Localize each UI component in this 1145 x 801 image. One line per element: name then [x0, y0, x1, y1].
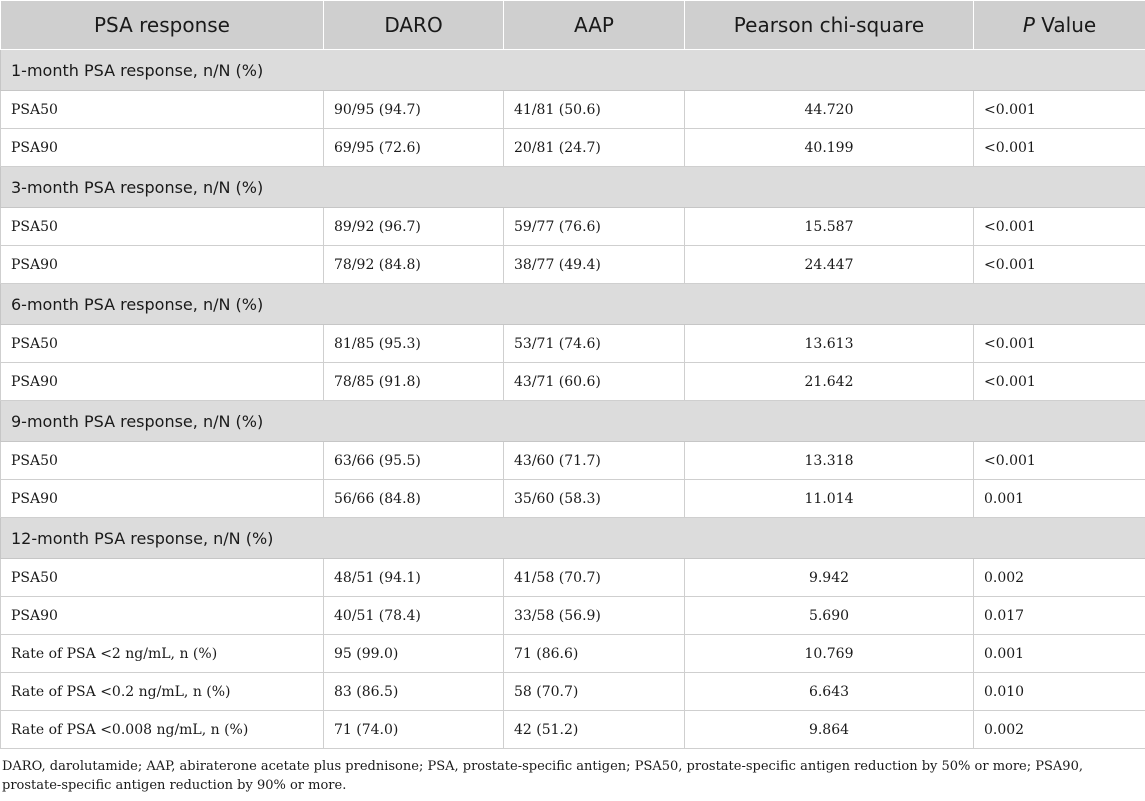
cell-daro: 56/66 (84.8) [324, 480, 504, 518]
header-psa-response: PSA response [1, 1, 324, 50]
cell-daro: 81/85 (95.3) [324, 325, 504, 363]
cell-daro: 83 (86.5) [324, 673, 504, 711]
row-label: PSA90 [1, 363, 324, 401]
table-body [1, 50, 1145, 749]
cell-pearson-chi-square: 21.642 [685, 363, 974, 401]
cell-aap: 41/58 (70.7) [504, 559, 685, 597]
table-row [1, 635, 1145, 673]
cell-aap: 43/71 (60.6) [504, 363, 685, 401]
cell-aap: 41/81 (50.6) [504, 91, 685, 129]
cell-p-value: 0.001 [974, 480, 1145, 518]
cell-daro: 63/66 (95.5) [324, 442, 504, 480]
header-p-italic: P [1022, 13, 1035, 37]
table-row [1, 246, 1145, 284]
cell-pearson-chi-square: 24.447 [685, 246, 974, 284]
cell-aap: 71 (86.6) [504, 635, 685, 673]
table-row [1, 559, 1145, 597]
header-p-rest: Value [1034, 13, 1097, 37]
cell-aap: 38/77 (49.4) [504, 246, 685, 284]
section-row [1, 284, 1145, 325]
section-row [1, 401, 1145, 442]
row-label: PSA50 [1, 442, 324, 480]
row-label: PSA90 [1, 246, 324, 284]
cell-daro: 78/92 (84.8) [324, 246, 504, 284]
row-label: PSA90 [1, 480, 324, 518]
cell-aap: 43/60 (71.7) [504, 442, 685, 480]
cell-pearson-chi-square: 15.587 [685, 208, 974, 246]
table-row [1, 711, 1145, 749]
cell-p-value: <0.001 [974, 363, 1145, 401]
header-aap: AAP [504, 1, 685, 50]
cell-daro: 89/92 (96.7) [324, 208, 504, 246]
section-row [1, 518, 1145, 559]
cell-daro: 48/51 (94.1) [324, 559, 504, 597]
table-row [1, 363, 1145, 401]
section-label: 6-month PSA response, n/N (%) [1, 284, 1145, 325]
row-label: PSA50 [1, 91, 324, 129]
row-label: PSA90 [1, 597, 324, 635]
cell-aap: 33/58 (56.9) [504, 597, 685, 635]
cell-aap: 35/60 (58.3) [504, 480, 685, 518]
section-row [1, 167, 1145, 208]
cell-daro: 71 (74.0) [324, 711, 504, 749]
row-label: PSA50 [1, 559, 324, 597]
cell-daro: 40/51 (78.4) [324, 597, 504, 635]
header-pearson-chi-square: Pearson chi-square [685, 1, 974, 50]
section-label: 12-month PSA response, n/N (%) [1, 518, 1145, 559]
table-row [1, 480, 1145, 518]
cell-daro: 69/95 (72.6) [324, 129, 504, 167]
table-row [1, 442, 1145, 480]
cell-aap: 58 (70.7) [504, 673, 685, 711]
section-label: 1-month PSA response, n/N (%) [1, 50, 1145, 91]
cell-daro: 90/95 (94.7) [324, 91, 504, 129]
section-label: 3-month PSA response, n/N (%) [1, 167, 1145, 208]
cell-aap: 42 (51.2) [504, 711, 685, 749]
table-row [1, 91, 1145, 129]
table-header [1, 1, 1145, 50]
section-row [1, 50, 1145, 91]
row-label: Rate of PSA <2 ng/mL, n (%) [1, 635, 324, 673]
table-row [1, 208, 1145, 246]
cell-p-value: 0.010 [974, 673, 1145, 711]
cell-p-value: <0.001 [974, 325, 1145, 363]
cell-aap: 59/77 (76.6) [504, 208, 685, 246]
cell-pearson-chi-square: 13.318 [685, 442, 974, 480]
cell-pearson-chi-square: 44.720 [685, 91, 974, 129]
cell-p-value: 0.002 [974, 559, 1145, 597]
cell-pearson-chi-square: 5.690 [685, 597, 974, 635]
row-label: Rate of PSA <0.008 ng/mL, n (%) [1, 711, 324, 749]
cell-pearson-chi-square: 10.769 [685, 635, 974, 673]
cell-pearson-chi-square: 9.864 [685, 711, 974, 749]
cell-pearson-chi-square: 40.199 [685, 129, 974, 167]
cell-pearson-chi-square: 13.613 [685, 325, 974, 363]
cell-p-value: 0.017 [974, 597, 1145, 635]
cell-pearson-chi-square: 9.942 [685, 559, 974, 597]
table-row [1, 597, 1145, 635]
table-row [1, 673, 1145, 711]
cell-daro: 78/85 (91.8) [324, 363, 504, 401]
cell-p-value: <0.001 [974, 442, 1145, 480]
section-label: 9-month PSA response, n/N (%) [1, 401, 1145, 442]
cell-p-value: <0.001 [974, 246, 1145, 284]
table-row [1, 129, 1145, 167]
cell-daro: 95 (99.0) [324, 635, 504, 673]
header-row [1, 1, 1145, 50]
table-row [1, 325, 1145, 363]
header-p-value [974, 1, 1145, 50]
row-label: PSA90 [1, 129, 324, 167]
cell-pearson-chi-square: 6.643 [685, 673, 974, 711]
cell-p-value: <0.001 [974, 91, 1145, 129]
cell-p-value: 0.001 [974, 635, 1145, 673]
header-daro: DARO [324, 1, 504, 50]
row-label: PSA50 [1, 325, 324, 363]
cell-pearson-chi-square: 11.014 [685, 480, 974, 518]
table-footnote: DARO, darolutamide; AAP, abiraterone acetate plus prednisone; PSA, prostate-specific antigen; PSA50, prostate-specific antigen reduction by 50% or more; PSA90, prostate-specific antigen reduction by 90% or more. [2, 759, 1083, 793]
cell-p-value: 0.002 [974, 711, 1145, 749]
cell-p-value: <0.001 [974, 208, 1145, 246]
row-label: PSA50 [1, 208, 324, 246]
cell-p-value: <0.001 [974, 129, 1145, 167]
cell-aap: 20/81 (24.7) [504, 129, 685, 167]
row-label: Rate of PSA <0.2 ng/mL, n (%) [1, 673, 324, 711]
cell-aap: 53/71 (74.6) [504, 325, 685, 363]
